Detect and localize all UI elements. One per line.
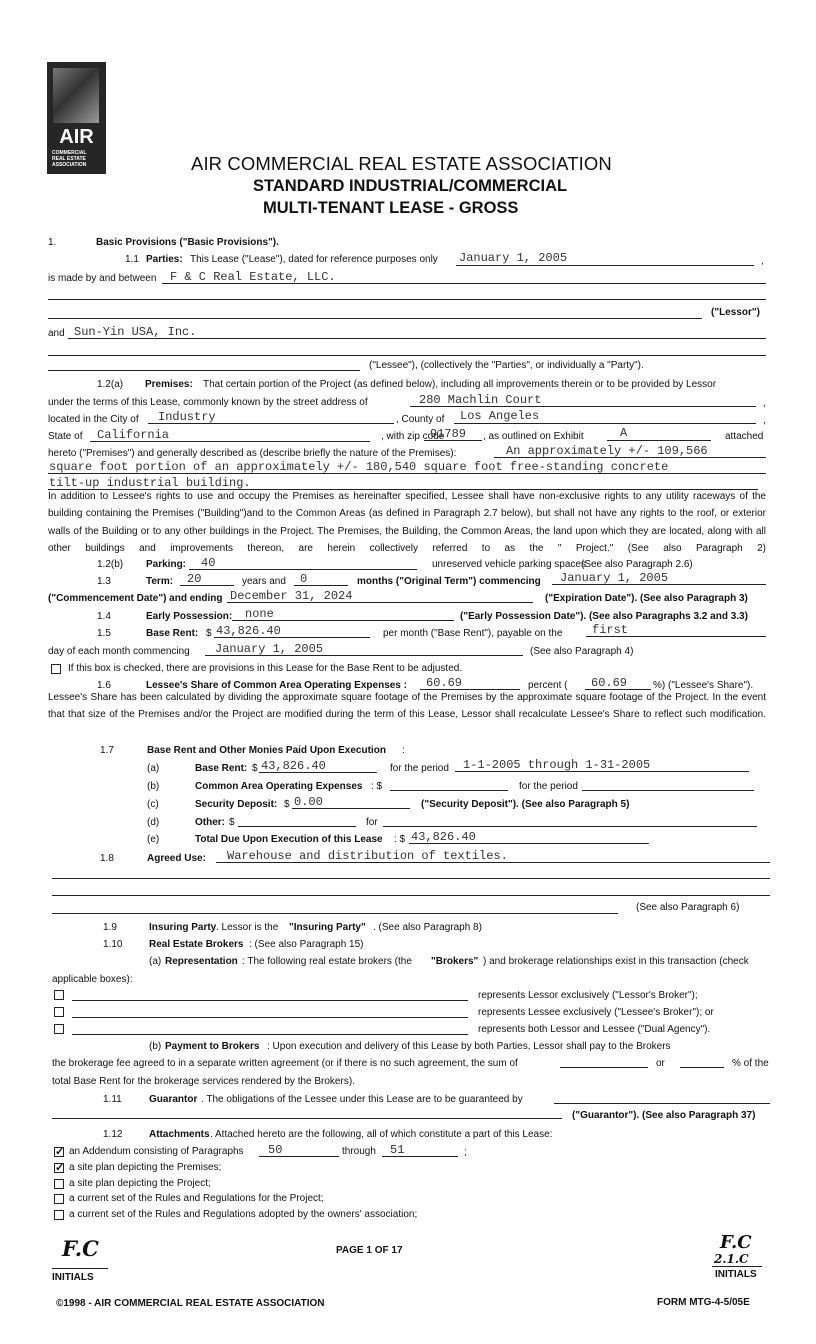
exhibit-label: , as outlined on Exhibit [483,431,584,442]
site-plan-premises-checkbox[interactable] [54,1163,64,1173]
field-line [227,602,533,603]
premises-description-1: An approximately +/- 109,566 [506,444,708,458]
parking-label: Parking: [146,559,187,570]
zip-code: 91789 [430,427,467,441]
field-line [72,1000,468,1001]
item-letter: (d) [147,817,160,828]
brokers-label: Real Estate Brokers [149,939,244,950]
term-months: 0 [300,572,308,586]
section-number: 1. [48,237,57,248]
field-line [205,655,523,656]
insuring-party: "Insuring Party" [289,922,366,933]
payment-brokers-text: : Upon execution and delivery of this Lease by both Parties, Lessor shall pay to the Brokers [267,1041,671,1052]
initials-label-right: INITIALS [715,1269,757,1280]
insuring-party-see: . (See also Paragraph 8) [373,922,482,933]
expiration-label: ("Expiration Date"). (See also Paragraph 3) [545,593,748,604]
state-label: State of [48,431,83,442]
field-line [424,440,482,441]
representation-text: : The following real estate brokers (the [242,956,412,967]
addendum-checkbox[interactable] [54,1147,64,1157]
share-label: Lessee's Share of Common Area Operating Expenses : [146,680,407,691]
building-image [53,68,99,123]
para-number: 1.9 [103,922,117,933]
security-deposit-label: Security Deposit: [195,799,278,810]
para-number: 1.11 [103,1094,122,1105]
expiration-date: December 31, 2024 [230,589,353,603]
para-number: 1.7 [100,745,114,756]
item-letter: (a) [147,763,160,774]
field-line [554,1103,770,1104]
field-line [90,441,370,442]
para-number: 1.10 [103,939,123,950]
parties-label: Parties: [146,254,183,265]
share-tail: %) ("Lessee's Share"). [653,680,754,691]
field-line [52,878,770,879]
share-paragraph: Lessee's Share has been calculated by dividing the approximate square footage of the Premises by the approximate square footage of the Project. In the event that that size of the Premises and/or the Project are modified during the term of this Lease, Lessor shall recalculate Lessee's Share to reflect such modification. [48,692,766,721]
field-line [52,913,618,914]
initials-label-left: INITIALS [52,1272,94,1283]
parking-spaces: 40 [201,556,216,570]
field-line [48,318,702,319]
period-label: for the period [519,781,578,792]
payment-brokers-label: Payment to Brokers [165,1041,260,1052]
county-label: , County of [396,414,445,425]
field-line [582,790,754,791]
form-number: FORM MTG-4-5/05E [657,1297,750,1308]
field-line [294,585,348,586]
lessee-broker-text: represents Lessee exclusively ("Lessee's Broker"); or [478,1007,714,1018]
field-line [148,423,394,424]
comma: , [761,256,764,267]
air-logo [47,62,106,174]
field-line [292,808,410,809]
rent-see: (See also Paragraph 4) [530,646,634,657]
rules-project-checkbox[interactable] [54,1194,64,1204]
addendum-to: 51 [390,1143,405,1157]
para-number: 1.5 [97,628,111,639]
period-label: for the period [390,763,449,774]
zip-label: , with zip code [381,431,445,442]
state: California [97,428,170,442]
agreed-use-see: (See also Paragraph 6) [636,902,740,913]
attachments-label: Attachments [149,1129,210,1140]
comma: , [763,415,766,426]
field-line [382,1156,458,1157]
cam-dollar: : $ [371,781,383,792]
made-by-label: is made by and between [48,273,157,284]
base-rent: 43,826.40 [216,624,281,638]
addendum-text: an Addendum consisting of Paragraphs [69,1146,244,1157]
base-rent-label: Base Rent: [146,628,199,639]
field-line [454,423,756,424]
page-number: PAGE 1 OF 17 [336,1245,403,1256]
county: Los Angeles [460,409,540,423]
initials-handwritten-right-2: 2.1.C [714,1252,749,1266]
day-label: day of each month commencing [48,646,190,657]
brokers-see: : (See also Paragraph 15) [249,939,364,950]
site-plan-project-text: a site plan depicting the Project; [69,1178,211,1189]
premises-description-2: square foot portion of an approximately +/- 180,540 square foot free-standing concrete [49,460,669,474]
or-label: or [656,1058,665,1069]
lessee-tag: ("Lessee"), (collectively the "Parties", or individually a "Party"). [369,360,644,371]
lessor-broker-text: represents Lessor exclusively ("Lessor's Broker"); [478,990,698,1001]
field-line [180,585,234,586]
lessee-share-2: 60.69 [591,676,628,690]
lessor-tag: ("Lessor") [711,307,760,318]
guarantor-text: . The obligations of the Lessee under this Lease are to be guaranteed by [201,1094,523,1105]
copyright: ©1998 - AIR COMMERCIAL REAL ESTATE ASSOCIATION [56,1298,325,1309]
field-line [494,457,766,458]
payment-brokers-text-2: the brokerage fee agreed to in a separate written agreement (or if there is no such agreement, the sum of [52,1058,518,1069]
initials-line [52,1268,108,1269]
field-line [680,1067,724,1068]
dollar-sign: $ [252,763,258,774]
early-possession-label: Early Possession: [146,611,233,622]
form-title-1: STANDARD INDUSTRIAL/COMMERCIAL [253,177,568,195]
city-label: located in the City of [48,414,139,425]
item-letter: (b) [149,1041,162,1052]
field-line [162,283,766,284]
field-line [68,338,766,339]
logo-subtitle: COMMERCIAL REAL ESTATE ASSOCIATION [52,150,87,168]
premises-text-2: under the terms of this Lease, commonly known by the street address of [48,397,368,408]
security-deposit-tail: ("Security Deposit"). (See also Paragraph 5) [421,799,630,810]
premises-description-label: hereto ("Premises") and generally described as (describe briefly the nature of the Premises): [48,448,457,459]
field-line [238,826,356,827]
base-rent-paid: 43,826.40 [261,759,326,773]
early-possession-tail: ("Early Possession Date"). (See also Paragraphs 3.2 and 3.3) [460,611,748,622]
field-line [259,772,377,773]
field-line [409,843,649,844]
dollar-sign: $ [284,799,290,810]
site-plan-project-checkbox[interactable] [54,1179,64,1189]
para-number: 1.1 [125,254,139,265]
field-line [552,584,766,585]
para-number: 1.2(b) [97,559,124,570]
premises-description-3: tilt-up industrial building. [49,476,251,490]
total-due-label: Total Due Upon Execution of this Lease [195,834,383,845]
total-due-dollar: : $ [394,834,406,845]
addendum-from: 50 [268,1143,283,1157]
term-label: Term: [146,576,174,587]
para-number: 1.6 [97,680,111,691]
representation-text-3: applicable boxes): [52,974,133,985]
cam-label: Common Area Operating Expenses [195,781,363,792]
initials-line [712,1266,762,1267]
comma: , [763,398,766,409]
parking-text: unreserved vehicle parking spaces [432,559,586,570]
initials-handwritten-right: F.C [720,1232,752,1253]
field-line [232,620,454,621]
lessor-broker-checkbox[interactable] [54,990,64,1000]
and-label: and [48,328,65,339]
premises-text: That certain portion of the Project (as defined below), including all improvements therein or to be provided by Lessor [203,379,717,390]
representation-text-2: ) and brokerage relationships exist in this transaction (check [483,956,749,967]
initials-handwritten-left: F.C [62,1236,99,1261]
field-line [607,440,711,441]
months-label: months ("Original Term") commencing [357,576,541,587]
section-title: Basic Provisions ("Basic Provisions"). [96,237,279,248]
payment-brokers-text-3: total Base Rent for the brokerage services rendered by the Brokers). [52,1076,355,1087]
field-line [48,370,360,371]
field-line [383,826,757,827]
para-number: 1.4 [97,611,111,622]
exhibit: A [620,426,628,440]
field-line [52,895,770,896]
para-number: 1.12 [103,1129,123,1140]
field-line [48,355,766,356]
total-due: 43,826.40 [411,830,476,844]
premises-label: Premises: [145,379,193,390]
years-label: years and [242,576,286,587]
field-line [72,1017,468,1018]
lease-date: January 1, 2005 [459,251,568,265]
brokers-term: "Brokers" [431,956,479,967]
field-line [48,299,766,300]
field-line [410,406,756,407]
premises-paragraph: In addition to Lessee's rights to use and occupy the Premises as hereinafter specified, Lessee shall have non-exclusive rights to any utility raceways of the building containing the Premises ("Building")and to the Common Areas (as defined in Paragraph 2.7 below), but shall not have any rights to the roof, or exterior walls of the Building or to any other buildings in the Project. The Premises, the Building, the Common Areas, the land upon which they are located, along with all other buildings and improvements thereon, are herein collectively referred to as the " Project." (See also Paragraph 2) [48,491,766,554]
dual-agency-text: represents both Lessor and Lessee ("Dual Agency"). [478,1024,711,1035]
field-line [586,636,766,637]
field-line [216,862,770,863]
insuring-party-text: . Lessor is the [216,922,279,933]
colon: : [402,745,405,756]
logo-text: AIR [59,126,94,148]
field-line [72,1034,468,1035]
guarantor-label: Guarantor [149,1094,198,1105]
field-line [456,265,754,266]
field-line [48,473,766,474]
street-address: 280 Machlin Court [419,393,542,407]
para-number: 1.2(a) [97,379,124,390]
para-number: 1.8 [100,853,114,864]
early-possession: none [245,607,274,621]
field-line [390,790,508,791]
base-rent-period: 1-1-2005 through 1-31-2005 [463,758,651,772]
form-title-2: MULTI-TENANT LEASE - GROSS [263,199,519,217]
base-rent-paid-label: Base Rent: [195,763,248,774]
percent-label: percent ( [528,680,568,691]
rent-start-date: January 1, 2005 [215,642,324,656]
dollar-sign: $ [229,817,235,828]
site-plan-premises-text: a site plan depicting the Premises; [69,1162,222,1173]
percent-of-label: % of the [732,1058,769,1069]
org-name: AIR COMMERCIAL REAL ESTATE ASSOCIATION [191,153,612,174]
agreed-use-label: Agreed Use: [147,853,206,864]
parking-see: (See also Paragraph 2.6) [581,559,693,570]
security-deposit: 0.00 [294,795,323,809]
city: Industry [158,410,216,424]
item-letter: (a) [149,956,162,967]
field-line [455,771,749,772]
item-letter: (b) [147,781,160,792]
other-label: Other: [195,817,225,828]
commencement-label: ("Commencement Date") and ending [48,593,223,604]
lessee-broker-checkbox[interactable] [54,1007,64,1017]
field-line [560,1067,648,1068]
payment-day: first [592,623,629,637]
representation-label: Representation [165,956,238,967]
through-label: through [342,1146,376,1157]
rules-association-text: a current set of the Rules and Regulations adopted by the owners' association; [69,1209,418,1220]
lessee-share: 60.69 [426,676,463,690]
guarantor-tail: ("Guarantor"). (See also Paragraph 37) [572,1110,756,1121]
commencement-date: January 1, 2005 [560,571,669,585]
dual-agency-checkbox[interactable] [54,1024,64,1034]
field-line [259,1156,339,1157]
field-line [214,637,370,638]
semicolon: ; [464,1147,467,1158]
para-number: 1.3 [97,576,111,587]
rent-adjust-text: If this box is checked, there are provisions in this Lease for the Base Rent to be adjusted. [68,663,463,674]
rent-adjust-checkbox[interactable] [51,664,61,674]
insuring-party-label: Insuring Party [149,922,217,933]
attachments-text: . Attached hereto are the following, all of which constitute a part of this Lease: [210,1129,553,1140]
monies-title: Base Rent and Other Monies Paid Upon Execution [147,745,386,756]
for-label: for [366,817,378,828]
lessee-name: Sun-Yin USA, Inc. [74,325,197,339]
lessor-name: F & C Real Estate, LLC. [170,270,336,284]
parties-text: This Lease ("Lease"), dated for reference purposes only [190,254,438,265]
field-line [52,1118,562,1119]
attached-label: attached [725,431,764,442]
rules-association-checkbox[interactable] [54,1210,64,1220]
field-line [189,569,417,570]
rules-project-text: a current set of the Rules and Regulations for the Project; [69,1193,324,1204]
item-letter: (e) [147,834,160,845]
dollar-sign: $ [206,628,212,639]
base-rent-text: per month ("Base Rent"), payable on the [383,628,563,639]
item-letter: (c) [147,799,159,810]
term-years: 20 [187,572,202,586]
agreed-use: Warehouse and distribution of textiles. [227,849,508,863]
